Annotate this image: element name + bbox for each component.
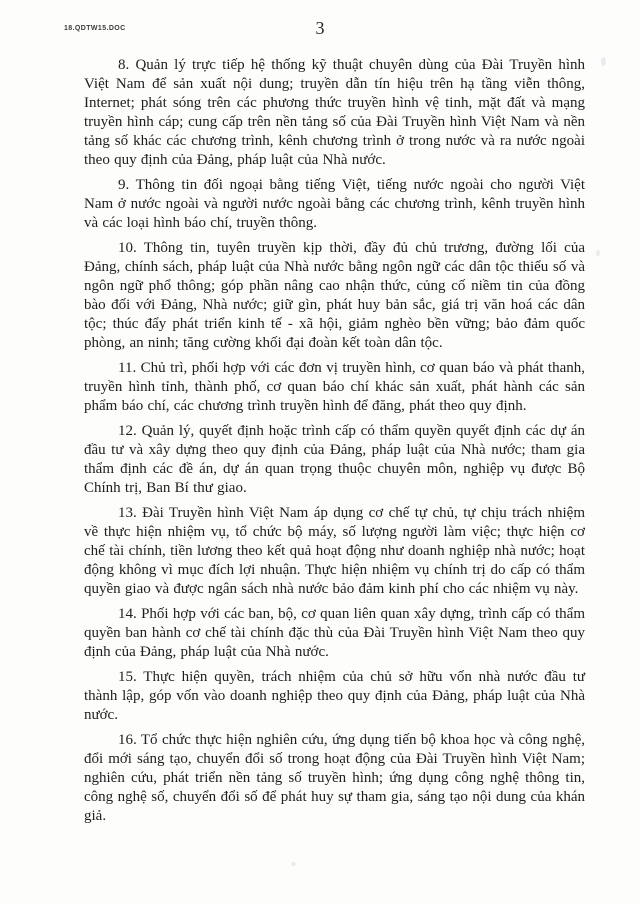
paragraph-13: 13. Đài Truyền hình Việt Nam áp dụng cơ chế tự chủ, tự chịu trách nhiệm về thực hiện nhiệm vụ, tổ chức bộ máy, số lượng người làm việc; thực hiện cơ chế tài chính, tiền lương theo kết quả hoạt động như doanh nghiệp nhà nước; hoạt động không vì mục đích lợi nhuận. Thực hiện nhiệm vụ chính trị do cấp có thẩm quyền giao và được ngân sách nhà nước bảo đảm kinh phí cho các nhiệm vụ này.: [84, 505, 585, 597]
scan-speck: [596, 250, 600, 256]
paragraph-8: 8. Quản lý trực tiếp hệ thống kỹ thuật chuyên dùng của Đài Truyền hình Việt Nam để sản xuất nội dung; truyền dẫn tín hiệu trên hạ tầng viễn thông, Internet; phát sóng trên các phương thức truyền hình vệ tinh, mặt đất và mạng truyền hình cáp; cung cấp trên nền tảng số của Đài Truyền hình Việt Nam và nền tảng số khác các chương trình, kênh chương trình ở trong nước và ra nước ngoài theo quy định của Đảng, pháp luật của Nhà nước.: [84, 57, 585, 168]
paragraph-14: 14. Phối hợp với các ban, bộ, cơ quan liên quan xây dựng, trình cấp có thẩm quyền ban hành cơ chế tài chính đặc thù của Đài Truyền hình Việt Nam theo quy định của Đảng, pháp luật của Nhà nước.: [84, 606, 585, 660]
paragraph-12: 12. Quản lý, quyết định hoặc trình cấp có thẩm quyền quyết định các dự án đầu tư và xây dựng theo quy định của Đảng, pháp luật của Nhà nước; tham gia thẩm định các đề án, dự án quan trọng thuộc chuyên môn, nghiệp vụ được Bộ Chính trị, Ban Bí thư giao.: [84, 423, 585, 496]
paragraph-16: 16. Tổ chức thực hiện nghiên cứu, ứng dụng tiến bộ khoa học và công nghệ, đổi mới sáng tạo, chuyển đổi số trong hoạt động của Đài Truyền hình Việt Nam; nghiên cứu, phát triển nền tảng số truyền hình; ứng dụng công nghệ thông tin, công nghệ số, chuyển đổi số để phát huy sự tham gia, sáng tạo nội dung của khán giả.: [84, 732, 585, 824]
paragraph-10: 10. Thông tin, tuyên truyền kịp thời, đầy đủ chủ trương, đường lối của Đảng, chính sách, pháp luật của Nhà nước bằng ngôn ngữ các dân tộc thiểu số và ngôn ngữ phổ thông; góp phần nâng cao nhận thức, củng cố niềm tin của đồng bào đối với Đảng, Nhà nước; giữ gìn, phát huy bản sắc, giá trị văn hoá các dân tộc; thúc đẩy phát triển kinh tế - xã hội, giảm nghèo bền vững; bảo đảm quốc phòng, an ninh; tăng cường khối đại đoàn kết toàn dân tộc.: [84, 240, 585, 351]
page-number: 3: [315, 18, 325, 38]
scan-speck: [291, 862, 296, 866]
document-body: [84, 56, 585, 832]
paragraph-15: 15. Thực hiện quyền, trách nhiệm của chủ sở hữu vốn nhà nước đầu tư thành lập, góp vốn vào doanh nghiệp theo quy định của Đảng, pháp luật của Nhà nước.: [84, 669, 585, 723]
scan-speck: [601, 57, 606, 66]
paragraph-11: 11. Chủ trì, phối hợp với các đơn vị truyền hình, cơ quan báo và phát thanh, truyền hình tỉnh, thành phố, cơ quan báo chí khác sản xuất, phát hành các sản phẩm báo chí, các chương trình truyền hình để đăng, phát theo quy định.: [84, 360, 585, 414]
paragraph-9: 9. Thông tin đối ngoại bằng tiếng Việt, tiếng nước ngoài cho người Việt Nam ở nước ngoài và người nước ngoài bằng các chương trình, kênh truyền hình và các loại hình báo chí, truyền thông.: [84, 177, 585, 231]
document-filename-label: 18.QDTW15.DOC: [64, 25, 126, 32]
